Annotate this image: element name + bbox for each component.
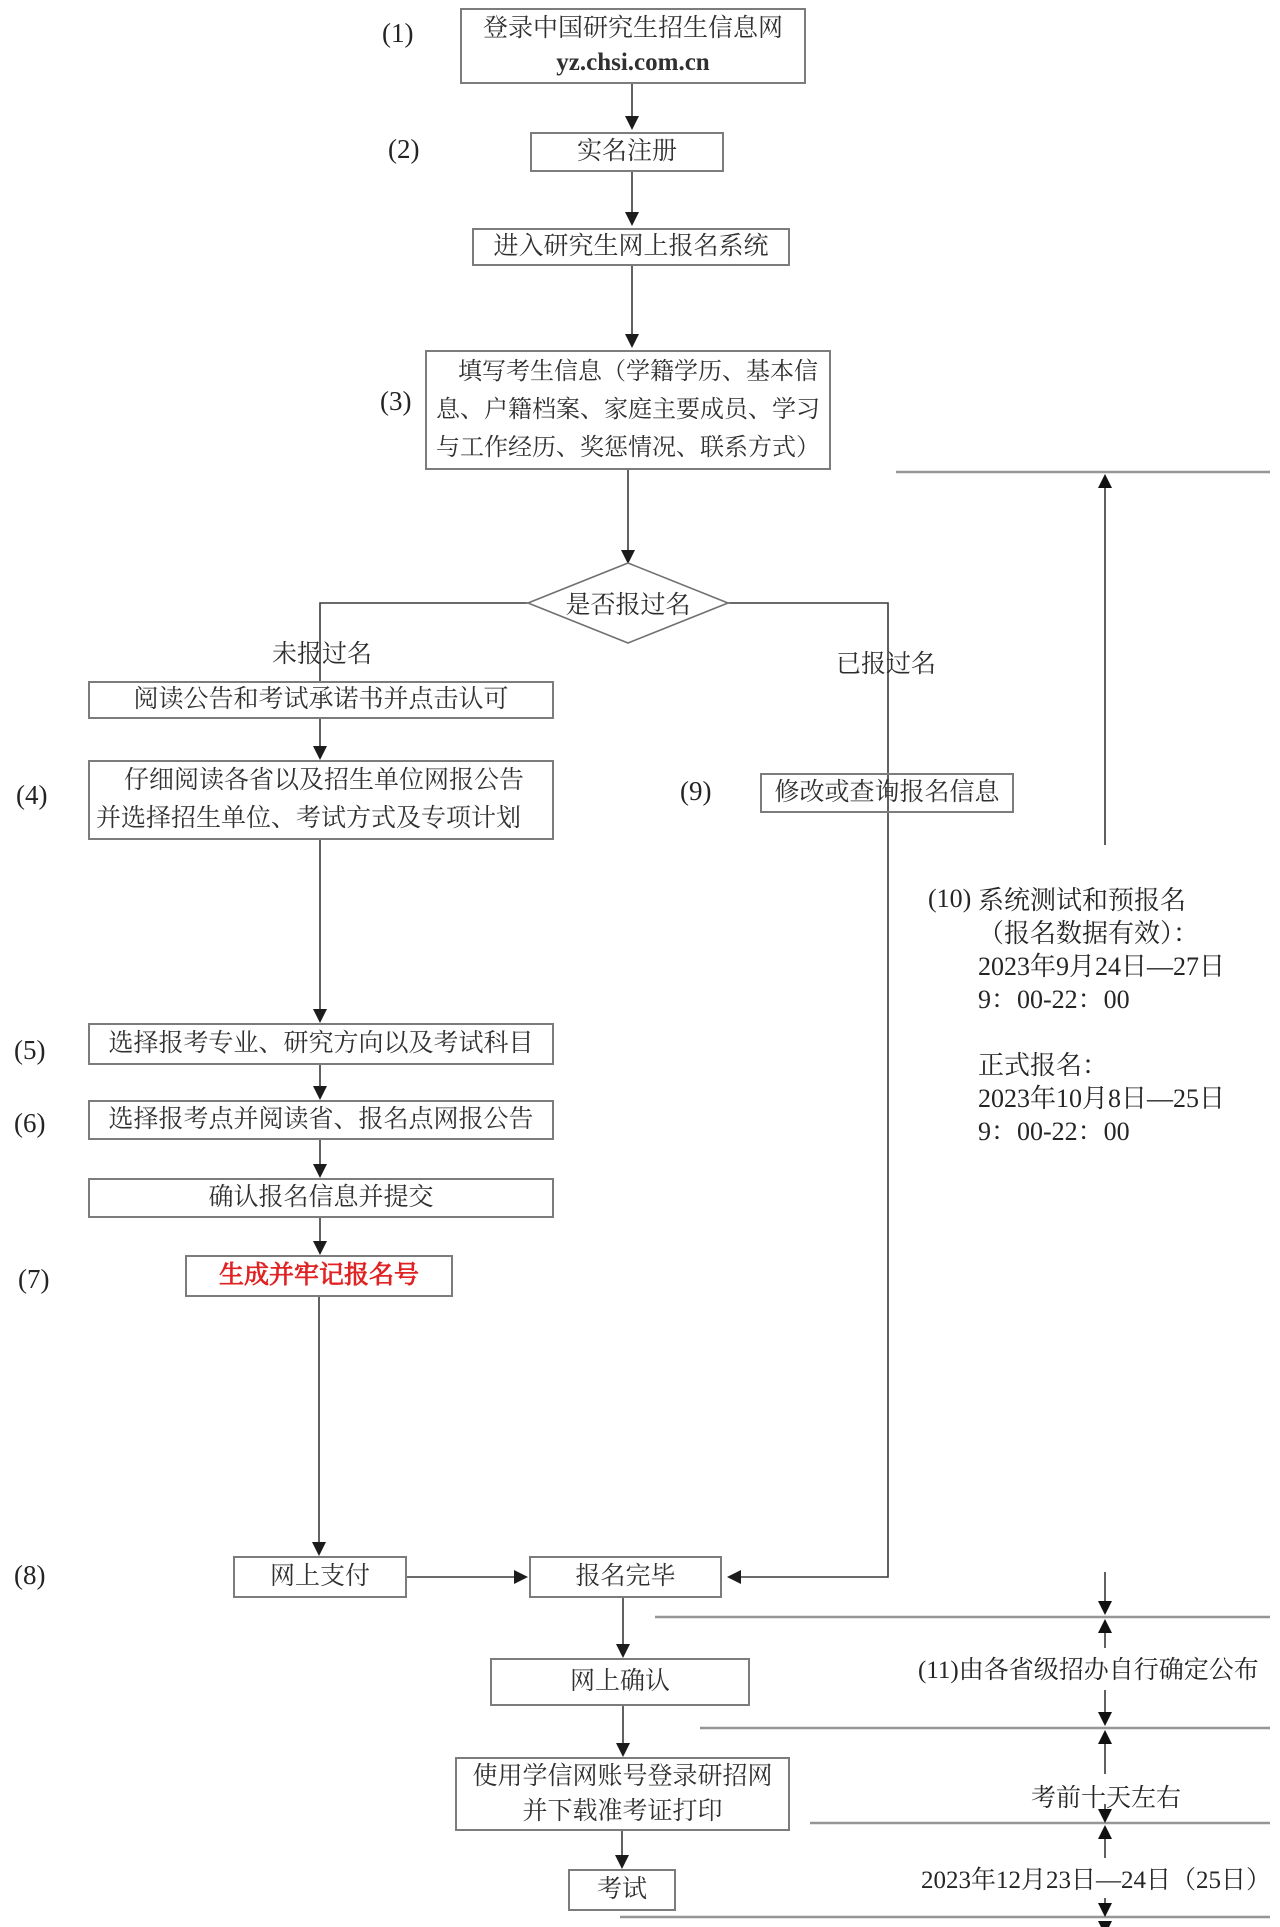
step-number-1: (1) [382, 18, 414, 48]
choose-exam-site-box [88, 1100, 554, 1140]
annotation-10-line: 2023年9月24日—27日 [978, 952, 1226, 981]
registration-done-label: 报名完毕 [575, 1562, 676, 1590]
choose-major-label: 选择报考专业、研究方向以及考试科目 [108, 1029, 534, 1057]
online-pay-box [233, 1556, 407, 1598]
branch-label-registered: 已报过名 [836, 651, 937, 678]
step-number-4: (4) [16, 780, 48, 810]
modify-query-label: 修改或查询报名信息 [774, 778, 1000, 806]
annotation-10-line: 系统测试和预报名 [978, 886, 1187, 915]
annotation-ten-days-before-exam: 考前十天左右 [1030, 1785, 1181, 1812]
choose-major-box [88, 1023, 554, 1065]
step-number-3: (3) [380, 386, 412, 416]
annotation-10-line: （报名数据有效）： [978, 919, 1200, 948]
download-ticket-line: 使用学信网账号登录研招网 [472, 1763, 773, 1790]
registration-done-box [529, 1556, 722, 1598]
online-pay-label: 网上支付 [269, 1562, 370, 1590]
online-confirm-box [490, 1658, 750, 1706]
confirm-submit-box [88, 1178, 554, 1218]
timeline-span-arrows [1098, 474, 1112, 1927]
annotation-10-line: 正式报名： [978, 1051, 1109, 1080]
generate-id-text: 生成并牢记报名号 [218, 1261, 419, 1289]
choose-exam-site-label: 选择报考点并阅读省、报名点网报公告 [108, 1105, 534, 1133]
annotation-10-line [978, 1016, 1273, 1049]
step-number-8: (8) [14, 1560, 46, 1590]
login-box [460, 8, 806, 84]
annotation-10-number: (10) [928, 884, 972, 913]
step-number-9: (9) [680, 776, 712, 806]
annotation-10-block [928, 884, 1273, 1148]
login-box-title: 登录中国研究生招生信息网 [482, 15, 783, 42]
step-number-6: (6) [14, 1108, 46, 1138]
download-ticket-box [455, 1757, 790, 1831]
annotation-11-number: (11) [918, 1657, 959, 1684]
fill-info-line: 填写考生信息（学籍学历、基本信 [458, 359, 818, 385]
annotation-10-line: 2023年10月8日—25日 [978, 1084, 1226, 1113]
exam-box [568, 1869, 676, 1911]
step-number-2: (2) [388, 134, 420, 164]
read-notice-label: 阅读公告和考试承诺书并点击认可 [133, 685, 509, 713]
step-number-7: (7) [18, 1264, 50, 1294]
annotation-10-line: 9：00-22：00 [978, 985, 1130, 1014]
read-province-notice-line: 并选择招生单位、考试方式及专项计划 [96, 805, 522, 832]
realname-register-label: 实名注册 [576, 137, 677, 165]
enter-system-box [472, 228, 790, 266]
decision-question: 是否报过名 [565, 592, 691, 619]
exam-label: 考试 [596, 1875, 647, 1903]
login-box-url: yz.chsi.com.cn [556, 49, 710, 76]
realname-register-box [530, 132, 724, 172]
annotation-exam-date: 2023年12月23日—24日（25日） [921, 1867, 1272, 1894]
fill-info-line: 与工作经历、奖惩情况、联系方式） [436, 435, 820, 461]
read-notice-box [88, 681, 554, 719]
download-ticket-line: 并下载准考证打印 [522, 1798, 723, 1825]
online-confirm-label: 网上确认 [569, 1667, 670, 1695]
generate-id-box [185, 1255, 453, 1297]
confirm-submit-label: 确认报名信息并提交 [208, 1183, 434, 1211]
read-province-notice-box [88, 760, 554, 840]
annotation-11 [918, 1650, 1259, 1686]
annotation-11-text: 由各省级招办自行确定公布 [958, 1657, 1259, 1684]
modify-query-box [760, 773, 1014, 813]
fill-info-box [425, 350, 831, 470]
step-number-5: (5) [14, 1035, 46, 1065]
annotation-10-line: 9：00-22：00 [978, 1117, 1130, 1146]
fill-info-line: 息、户籍档案、家庭主要成员、学习 [436, 397, 820, 423]
branch-label-not-registered: 未报过名 [272, 641, 373, 668]
read-province-notice-line: 仔细阅读各省以及招生单位网报公告 [124, 767, 525, 794]
enter-system-label: 进入研究生网上报名系统 [493, 232, 769, 260]
